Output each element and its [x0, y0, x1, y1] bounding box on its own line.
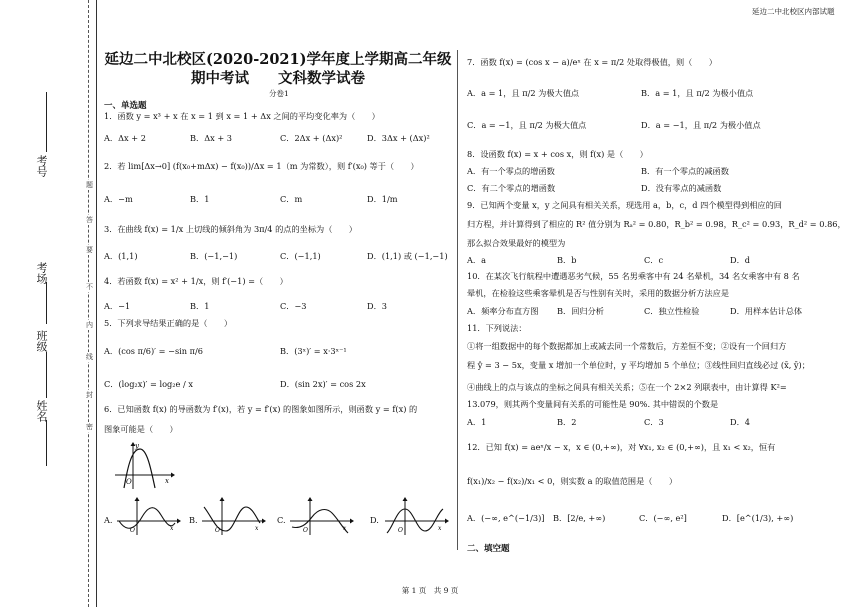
gutter-char: 封 [86, 391, 93, 399]
q9-stem: 9．已知两个变量 x，y 之间具有相关关系，现选用 a，b，c，d 四个模型得到相应的回 [467, 200, 782, 210]
q10-option-c[interactable]: C．独立性检验 [644, 306, 700, 316]
q12-option-a[interactable]: A．(−∞, e^(−1/3)] [467, 513, 545, 523]
q5-option-b[interactable]: B．(3ˣ)′ = x·3ˣ⁻¹ [280, 346, 347, 356]
q11-line-1: ①将一组数据中的每个数据都加上或减去同一个常数后，方差恒不变；②设有一个回归方 [467, 341, 787, 351]
column-divider [457, 50, 458, 550]
q6-derivative-graph [113, 441, 175, 491]
svg-text:O: O [303, 527, 308, 534]
q12-stem-2: f(x₁)/x₂ − f(x₂)/x₁ < 0，则实数 a 的取值范围是（ ） [467, 476, 678, 486]
q1-option-a[interactable]: A．Δx + 2 [104, 133, 146, 143]
label-xingming: 姓名 [35, 400, 48, 422]
exam-title-line2: 期中考试 文科数学试卷 [191, 70, 365, 87]
exam-title-line1: 延边二中北校区(2020-2021)学年度上学期高二年级 [104, 51, 452, 68]
section-fill-blank: 二、填空题 [467, 544, 510, 554]
q11-option-d[interactable]: D．4 [730, 417, 750, 427]
q11-line-3: ④曲线上的点与该点的坐标之间具有相关关系；⑤在一个 2×2 列联表中，由计算得 K²= [467, 382, 787, 392]
q2-option-a[interactable]: A．−m [104, 194, 133, 204]
q9-option-d[interactable]: D．d [730, 255, 750, 265]
kaohao-field[interactable] [46, 92, 47, 152]
gutter-char: 内 [86, 321, 93, 329]
svg-text:x: x [170, 525, 174, 532]
q6-option-b[interactable]: B. [189, 515, 198, 525]
q10-option-a[interactable]: A．频率分布直方图 [467, 306, 539, 316]
q1-option-b[interactable]: B．Δx + 3 [190, 133, 233, 143]
q7-option-d[interactable]: D．a = −1，且 π/2 为极小值点 [641, 120, 761, 130]
q4-option-b[interactable]: B．1 [190, 301, 210, 311]
q6-option-a-graph[interactable] [115, 497, 181, 537]
q7-option-b[interactable]: B．a = 1，且 π/2 为极小值点 [641, 88, 754, 98]
gutter-char: 答 [86, 216, 93, 224]
q8-option-d[interactable]: D．没有零点的减函数 [641, 183, 722, 193]
q8-stem: 8．设函数 f(x) = x + cos x，则 f(x) 是（ ） [467, 149, 648, 159]
q2-stem: 2．若 lim[Δx→0] (f(x₀+mΔx) − f(x₀))/Δx = 1（m 为常数），则 f′(x₀) 等于（ ） [104, 161, 419, 171]
svg-text:x: x [438, 525, 442, 532]
q6-option-d-graph[interactable] [383, 497, 449, 537]
svg-text:O: O [130, 527, 135, 534]
q4-option-d[interactable]: D．3 [367, 301, 387, 311]
q12-stem: 12．已知 f(x) = aeˣ/x − x，x ∈ (0,+∞)，对 ∀x₁, x₂ ∈ (0,+∞)，且 x₁ < x₂，恒有 [467, 442, 776, 452]
banji-field[interactable] [46, 352, 47, 398]
q8-option-c[interactable]: C．有二个零点的增函数 [467, 183, 556, 193]
q11-line-2: 程 ŷ = 3 − 5x，变量 x 增加一个单位时，y 平均增加 5 个单位；③线性回归直线必过 (x̄, ȳ)； [467, 360, 810, 370]
q10-stem-2: 晕机，在检验这些乘客晕机是否与性别有关时，采用的数据分析方法应是 [467, 288, 730, 298]
volume-label: 分卷1 [269, 89, 289, 98]
q4-option-c[interactable]: C．−3 [280, 301, 307, 311]
q7-stem: 7．函数 f(x) = (cos x − a)/eˣ 在 x = π/2 处取得极值，则（ ） [467, 57, 717, 67]
q9-stem-2: 归方程，并计算得到了相应的 R² 值分别为 Rₐ² = 0.80，R_b² = 0.98，R_c² = 0.93，R_d² = 0.86， [467, 219, 846, 229]
label-banji: 班级 [35, 330, 48, 352]
q10-stem: 10．在某次飞行航程中遭遇恶劣气候，55 名男乘客中有 24 名晕机，34 名女乘客中有 8 名 [467, 271, 800, 281]
q6-option-b-graph[interactable] [200, 497, 266, 537]
gutter-char: 线 [86, 353, 93, 361]
svg-text:x: x [343, 525, 347, 532]
gutter-char: 题 [86, 181, 93, 189]
svg-text:x: x [255, 525, 259, 532]
q11-option-c[interactable]: C．3 [644, 417, 664, 427]
q3-option-c[interactable]: C．(−1,1) [280, 251, 321, 261]
q3-option-d[interactable]: D．(1,1) 或 (−1,−1) [367, 251, 448, 261]
kaochang-field[interactable] [46, 282, 47, 324]
q1-option-d[interactable]: D．3Δx + (Δx)² [367, 133, 430, 143]
q2-option-b[interactable]: B．1 [190, 194, 210, 204]
q4-stem: 4．若函数 f(x) = x² + 1/x，则 f′(−1) =（ ） [104, 276, 288, 286]
label-kaochang: 考场 [35, 262, 48, 284]
q6-option-c[interactable]: C. [277, 515, 286, 525]
q9-stem-3: 那么拟合效果最好的模型为 [467, 238, 566, 248]
q10-option-b[interactable]: B．回归分析 [557, 306, 604, 316]
binding-line [96, 0, 97, 607]
q7-option-a[interactable]: A．a = 1，且 π/2 为极大值点 [467, 88, 580, 98]
q5-stem: 5．下列求导结果正确的是（ ） [104, 318, 233, 328]
svg-text:O: O [126, 478, 132, 486]
q8-option-a[interactable]: A．有一个零点的增函数 [467, 166, 555, 176]
q6-option-d[interactable]: D. [370, 515, 379, 525]
q1-stem: 1．函数 y = x³ + x 在 x = 1 到 x = 1 + Δx 之间的平均变化率为（ ） [104, 111, 380, 121]
svg-text:O: O [215, 527, 220, 534]
q2-option-c[interactable]: C．m [280, 194, 303, 204]
q11-option-a[interactable]: A．1 [467, 417, 487, 427]
q5-option-d[interactable]: D．(sin 2x)′ = cos 2x [280, 379, 366, 389]
q1-option-c[interactable]: C．2Δx + (Δx)² [280, 133, 343, 143]
q9-option-c[interactable]: C．c [644, 255, 664, 265]
q3-option-b[interactable]: B．(−1,−1) [190, 251, 238, 261]
gutter-char: 不 [86, 283, 93, 291]
q10-option-d[interactable]: D．用样本估计总体 [730, 306, 803, 316]
svg-text:y: y [135, 442, 139, 450]
seal-line [88, 0, 89, 607]
q5-option-a[interactable]: A．(cos π/6)′ = −sin π/6 [104, 346, 203, 356]
q6-stem: 6．已知函数 f(x) 的导函数为 f′(x)，若 y = f′(x) 的图象如图所示，则函数 y = f(x) 的 [104, 404, 418, 414]
label-kaohao: 考号 [35, 155, 48, 177]
q6-stem-2: 图象可能是（ ） [104, 424, 178, 434]
gutter-char: 密 [86, 423, 93, 431]
q9-option-b[interactable]: B．b [557, 255, 577, 265]
q12-option-c[interactable]: C．(−∞, e²] [639, 513, 687, 523]
q3-option-a[interactable]: A．(1,1) [104, 251, 138, 261]
q4-option-a[interactable]: A．−1 [104, 301, 131, 311]
q12-option-d[interactable]: D．[e^(1/3), +∞) [722, 513, 794, 523]
svg-text:x: x [165, 477, 169, 485]
svg-text:O: O [398, 527, 403, 534]
header-note: 延边二中北校区内部试题 [752, 7, 835, 16]
gutter-char: 要 [86, 246, 93, 254]
section-single-choice: 一、单选题 [104, 101, 147, 111]
q11-option-b[interactable]: B．2 [557, 417, 577, 427]
q8-option-b[interactable]: B．有一个零点的减函数 [641, 166, 729, 176]
q2-option-d[interactable]: D．1/m [367, 194, 398, 204]
q9-option-a[interactable]: A．a [467, 255, 486, 265]
q6-option-a[interactable]: A. [104, 515, 113, 525]
xingming-field[interactable] [46, 420, 47, 466]
q5-option-c[interactable]: C．(log₂x)′ = log₂e / x [104, 379, 193, 389]
q11-stem: 11．下列说法： [467, 323, 527, 333]
page-footer: 第 1 页 共 9 页 [401, 586, 459, 595]
q12-option-b[interactable]: B．[2/e, +∞) [553, 513, 606, 523]
q3-stem: 3．在曲线 f(x) = 1/x 上切线的倾斜角为 3π/4 的点的坐标为（ ） [104, 224, 357, 234]
q11-line-4: 13.079，则其两个变量间有关系的可能性是 90%. 其中错误的个数是 [467, 399, 719, 409]
q7-option-c[interactable]: C．a = −1，且 π/2 为极大值点 [467, 120, 587, 130]
q6-option-c-graph[interactable] [288, 497, 354, 537]
